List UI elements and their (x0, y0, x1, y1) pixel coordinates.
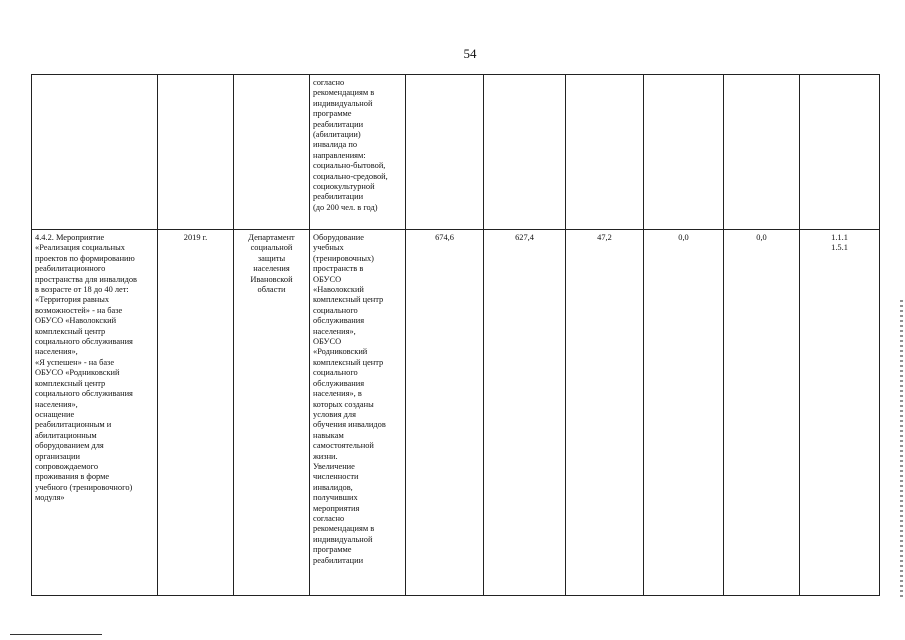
cell-funding-source-2: 47,2 (566, 230, 644, 596)
cell-budget-d-empty (724, 75, 800, 230)
scan-edge-artifact (900, 300, 903, 600)
footnote-rule (10, 634, 102, 635)
cell-budget-a-empty (484, 75, 566, 230)
cell-budget-b-empty (566, 75, 644, 230)
cell-result-continued: согласно рекомендациям в индивидуальной программе реабилитации (абилитации) инвалида по направлениям: социально-бытовой, социально-средовой, социокультурной реабилитации (до 200 чел. в год) (310, 75, 406, 230)
cell-indicator-empty (800, 75, 880, 230)
cell-total-funding: 674,6 (406, 230, 484, 596)
cell-funding-source-3: 0,0 (644, 230, 724, 596)
page-number: 54 (463, 46, 477, 61)
cell-funding-source-1: 627,4 (484, 230, 566, 596)
cell-period-empty (158, 75, 234, 230)
cell-funding-source-4: 0,0 (724, 230, 800, 596)
cell-total-empty (406, 75, 484, 230)
cell-activity-name: 4.4.2. Мероприятие «Реализация социальных проектов по формированию реабилитационного пространства для инвалидов в возрасте от 18 до 40 лет: «Территория равных возможностей» - на базе ОБУСО «Наволокский комплексный центр социального обслуживания населения», «Я успешен» - на базе ОБУСО «Родниковский комплексный центр социального обслуживания населения», оснащение реабилитационным и абилитационным оборудованием для организации сопровождаемого проживания в форме учебного (тренировочного) модуля» (32, 230, 158, 596)
table-row (32, 230, 880, 596)
cell-expected-result: Оборудование учебных (тренировочных) пространств в ОБУСО «Наволокский комплексный центр социального обслуживания населения», ОБУСО «Родниковский комплексный центр социального обслуживания населения», в которых созданы условия для обучения инвалидов навыкам самостоятельной жизни. Увеличение численности инвалидов, получивших мероприятия согласно рекомендациям в индивидуальной программе реабилитации (310, 230, 406, 596)
program-activities-table (31, 74, 880, 596)
cell-budget-c-empty (644, 75, 724, 230)
cell-period: 2019 г. (158, 230, 234, 596)
table-row (32, 75, 880, 230)
cell-indicator-codes: 1.1.1 1.5.1 (800, 230, 880, 596)
cell-executor: Департамент социальной защиты населения Ивановской области (234, 230, 310, 596)
cell-executor-empty (234, 75, 310, 230)
cell-activity-empty (32, 75, 158, 230)
